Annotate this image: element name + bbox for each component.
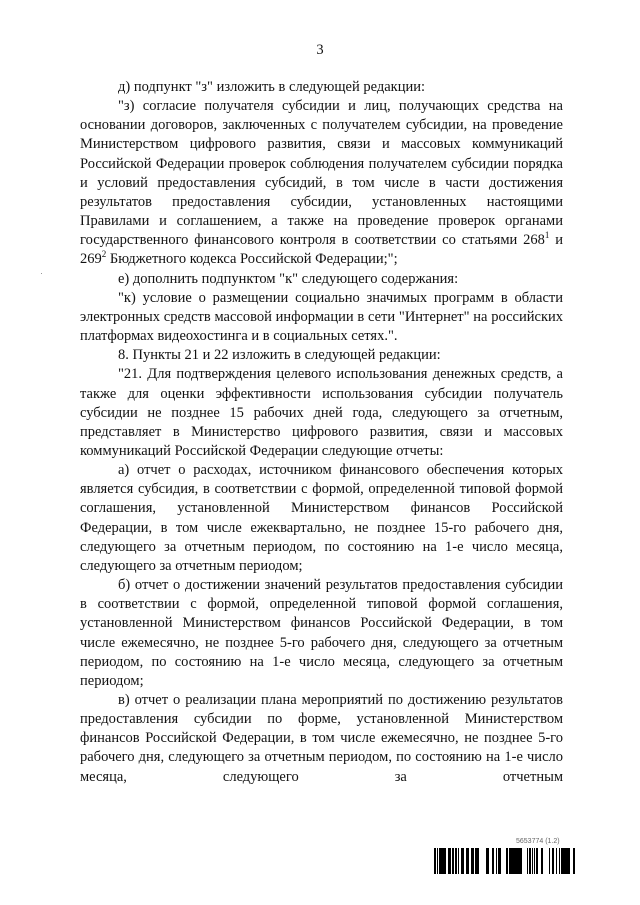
barcode-bar — [493, 848, 494, 874]
paragraph-k: "к) условие о размещении социально значимых программ в области электронных средств массовой информации в сети "Интернет" на российских платформах видеохостинга и в социальных сетях.". — [80, 289, 563, 345]
barcode-bar — [552, 848, 554, 874]
barcode-bar — [458, 848, 459, 874]
barcode-bar — [441, 848, 442, 874]
barcode-bar — [518, 848, 520, 874]
paragraph-b: б) отчет о достижении значений результатов предоставления субсидии в соответствии с формой, определенной типовой формой соглашения, установленной Министерством финансов Российской Федерации, в том числе ежемесячно, не позднее 5-го рабочего дня, следующего за отчетным периодом, по состоянию на 1-е число месяца, следующего за отчетным периодом; — [80, 577, 563, 689]
barcode-bar — [556, 848, 557, 874]
barcode-bar — [561, 848, 563, 874]
paragraph-z-mid: и 269 — [80, 232, 563, 268]
superscript-2: 2 — [101, 249, 107, 260]
barcode-bar — [467, 848, 468, 874]
barcode-bar — [532, 848, 533, 874]
paragraph-z-text: "з) согласие получателя субсидии и лиц, получающих средства на основании договоров, заключенных с получателем субсидии, на проведение Министерством цифрового развития, связи и массовых коммуникаций Российской Федерации проверок соблюдения получателем субсидии порядка и условий предоставления субсидий, в том числе в части достижения результатов предоставления субсидии, установленных настоящими Правилами и соглашением, а также на проведение проверок органами государственного финансового контроля в соответствии со статьями 268 — [80, 98, 563, 249]
barcode-bar — [527, 848, 528, 874]
barcode-bar — [512, 848, 513, 874]
barcode-bar — [559, 848, 560, 874]
barcode-bar — [456, 848, 457, 874]
barcode-bar — [574, 848, 575, 874]
barcode-bar — [549, 848, 550, 874]
paragraph-v: в) отчет о реализации плана мероприятий по достижению результатов предоставления субсидии по форме, установленной Министерством финансов Российской Федерации, в том числе ежемесячно, не позднее 5-го рабочего дня, следующего за отчетным периодом, по состоянию на 1-е число месяца, следующего за отчетным — [80, 692, 563, 785]
paragraph-z-tail: Бюджетного кодекса Российской Федерации;"; — [106, 251, 398, 268]
barcode-bar — [461, 848, 462, 874]
barcode-bar — [449, 848, 451, 874]
barcode-bar — [563, 848, 565, 874]
barcode — [433, 848, 575, 874]
barcode-bar — [466, 848, 467, 874]
barcode-bar — [506, 848, 507, 874]
barcode-bar — [476, 848, 477, 874]
barcode-bar — [541, 848, 543, 874]
barcode-bar — [487, 848, 488, 874]
margin-mark: · — [40, 268, 43, 278]
barcode-bar — [492, 848, 493, 874]
barcode-bar — [569, 848, 570, 874]
barcode-bar — [488, 848, 489, 874]
barcode-bar — [534, 848, 535, 874]
barcode-bar — [566, 848, 567, 874]
barcode-bar — [477, 848, 479, 874]
page-number: 3 — [316, 42, 324, 58]
barcode-bar — [448, 848, 449, 874]
barcode-bar — [521, 848, 522, 874]
barcode-bar — [471, 848, 473, 874]
barcode-bar — [530, 848, 531, 874]
barcode-bar — [529, 848, 530, 874]
paragraph-a: а) отчет о расходах, источником финансового обеспечения которых является субсидия, в соответствии с формой, определенной типовой формой соглашения, установленной Министерством финансов Российской Федерации, в том числе ежеквартально, не позднее 15-го рабочего дня, следующего за отчетным периодом, по состоянию на 1-е число месяца, следующего за отчетным периодом; — [80, 462, 563, 574]
barcode-bar — [445, 848, 446, 874]
barcode-bar — [437, 848, 438, 874]
barcode-bar — [473, 848, 474, 874]
paragraph-e: е) дополнить подпунктом "к" следующего содержания: — [118, 270, 459, 287]
barcode-bar — [536, 848, 538, 874]
barcode-bar — [475, 848, 476, 874]
document-body — [80, 78, 563, 787]
barcode-bar — [515, 848, 517, 874]
barcode-bar — [517, 848, 518, 874]
paragraph-d: д) подпункт "з" изложить в следующей редакции: — [118, 79, 426, 95]
document-code: 5653774 (1.2) — [516, 838, 560, 845]
barcode-bar — [486, 848, 487, 874]
barcode-bar — [496, 848, 497, 874]
barcode-bar — [565, 848, 566, 874]
barcode-bar — [500, 848, 501, 874]
barcode-bar — [452, 848, 454, 874]
barcode-bar — [434, 848, 435, 874]
barcode-bar — [439, 848, 441, 874]
barcode-bar — [511, 848, 512, 874]
superscript-1: 1 — [544, 230, 550, 241]
barcode-bar — [455, 848, 456, 874]
barcode-bar — [442, 848, 444, 874]
barcode-bar — [509, 848, 511, 874]
barcode-bar — [573, 848, 574, 874]
paragraph-21: "21. Для подтверждения целевого использования денежных средств, а также для оценки эффективности использования субсидии получатель субсидии не позднее 15 рабочих дней года, следующего за отчетным, представляет в Министерство цифрового развития, связи и массовых коммуникаций Российской Федерации следующие отчеты: — [80, 366, 563, 459]
barcode-bar — [567, 848, 569, 874]
barcode-bar — [435, 848, 436, 874]
barcode-bar — [514, 848, 515, 874]
barcode-bar — [468, 848, 469, 874]
paragraph-z — [80, 97, 563, 269]
paragraph-8: 8. Пункты 21 и 22 изложить в следующей редакции: — [118, 347, 441, 364]
barcode-bar — [462, 848, 464, 874]
barcode-bar — [498, 848, 500, 874]
barcode-bar — [444, 848, 445, 874]
barcode-bar — [513, 848, 514, 874]
barcode-bar — [507, 848, 508, 874]
barcode-bar — [520, 848, 521, 874]
